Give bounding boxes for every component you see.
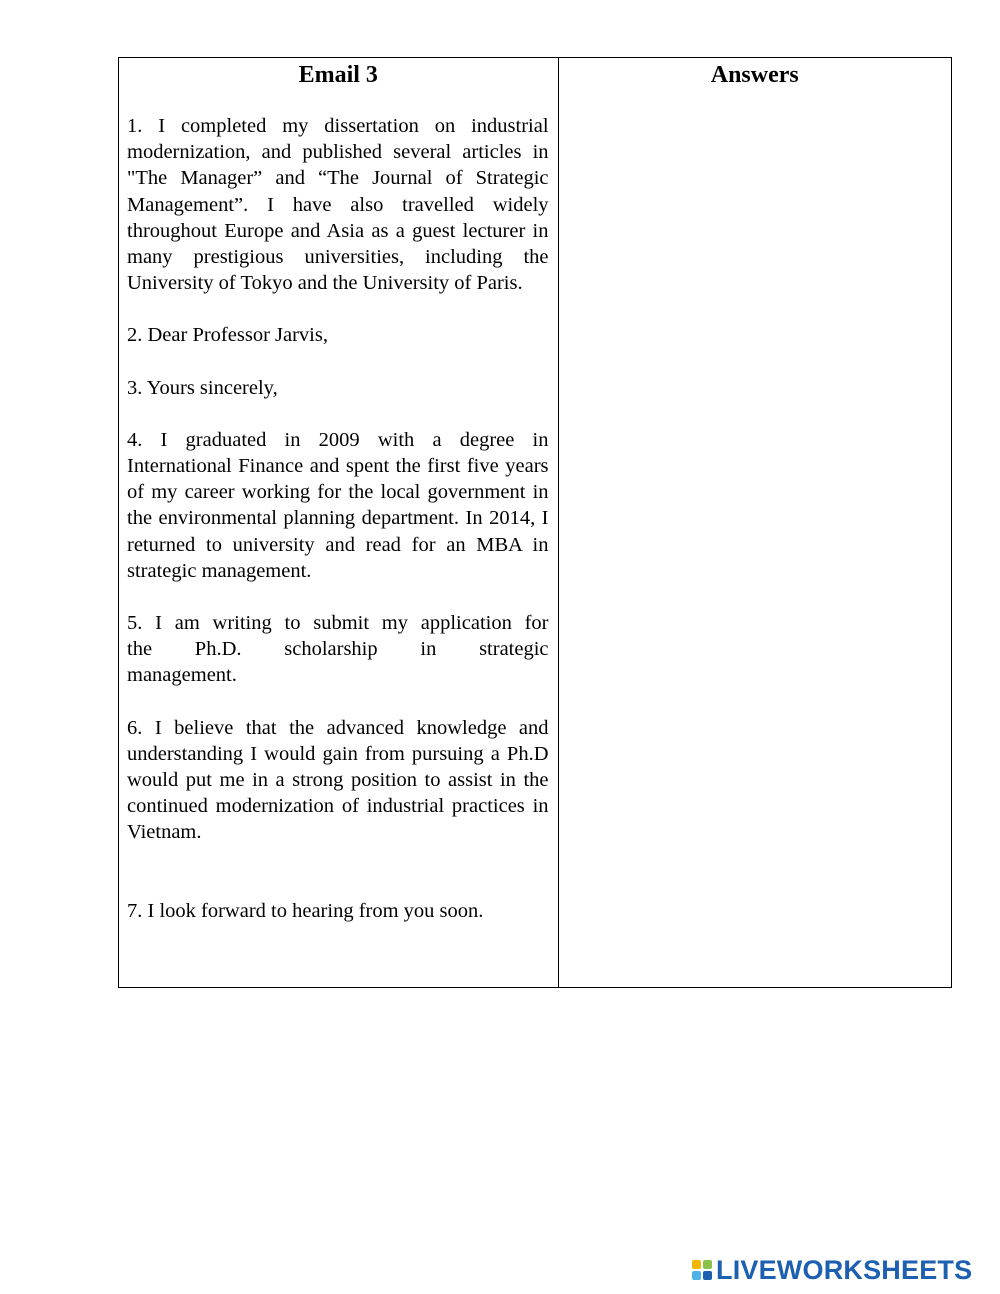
email-item-4: 4. I graduated in 2009 with a degree in International Finance and spent the first five years of my career working for the local government in the environmental planning department. In 2014, I returned to university and read for an MBA in strategic management. <box>127 428 549 582</box>
email-item-3: 3. Yours sincerely, <box>127 376 278 399</box>
answers-column <box>558 58 951 988</box>
email-item-7: 7. I look forward to hearing from you soon. <box>127 899 484 922</box>
email-item-5-line-1: 5. I am writing to submit my application for <box>127 612 549 635</box>
answers-header: Answers <box>710 62 799 88</box>
email-column <box>119 58 559 988</box>
logo-cell-4 <box>703 1271 712 1280</box>
email-item-5-line-3: management. <box>127 664 237 687</box>
logo-cell-1 <box>692 1260 701 1269</box>
logo-cell-3 <box>692 1271 701 1280</box>
email-item-1: 1. I completed my dissertation on industrial modernization, and published several articles in "The Manager” and “The Journal of Strategic Management”. I have also travelled widely throughout Europe and Asia as a guest lecturer in many prestigious universities, including the University of Tokyo and the University of Paris. <box>127 115 549 295</box>
liveworksheets-logo-icon <box>692 1260 712 1280</box>
email-item-5-line-2: the Ph.D. scholarship in strategic <box>127 638 549 661</box>
email-item-5 <box>127 610 549 689</box>
logo-text: LIVEWORKSHEETS <box>716 1255 973 1285</box>
liveworksheets-logo <box>692 1256 988 1284</box>
email-answers-table <box>118 57 952 988</box>
email-item-2: 2. Dear Professor Jarvis, <box>127 324 328 347</box>
email-header: Email 3 <box>298 62 378 88</box>
email-item-6: 6. I believe that the advanced knowledge and understanding I would gain from pursuing a Ph.D would put me in a strong position to assist in the continued modernization of industrial practices in Vietnam. <box>127 716 549 844</box>
email-body <box>119 113 558 924</box>
logo-cell-2 <box>703 1260 712 1269</box>
